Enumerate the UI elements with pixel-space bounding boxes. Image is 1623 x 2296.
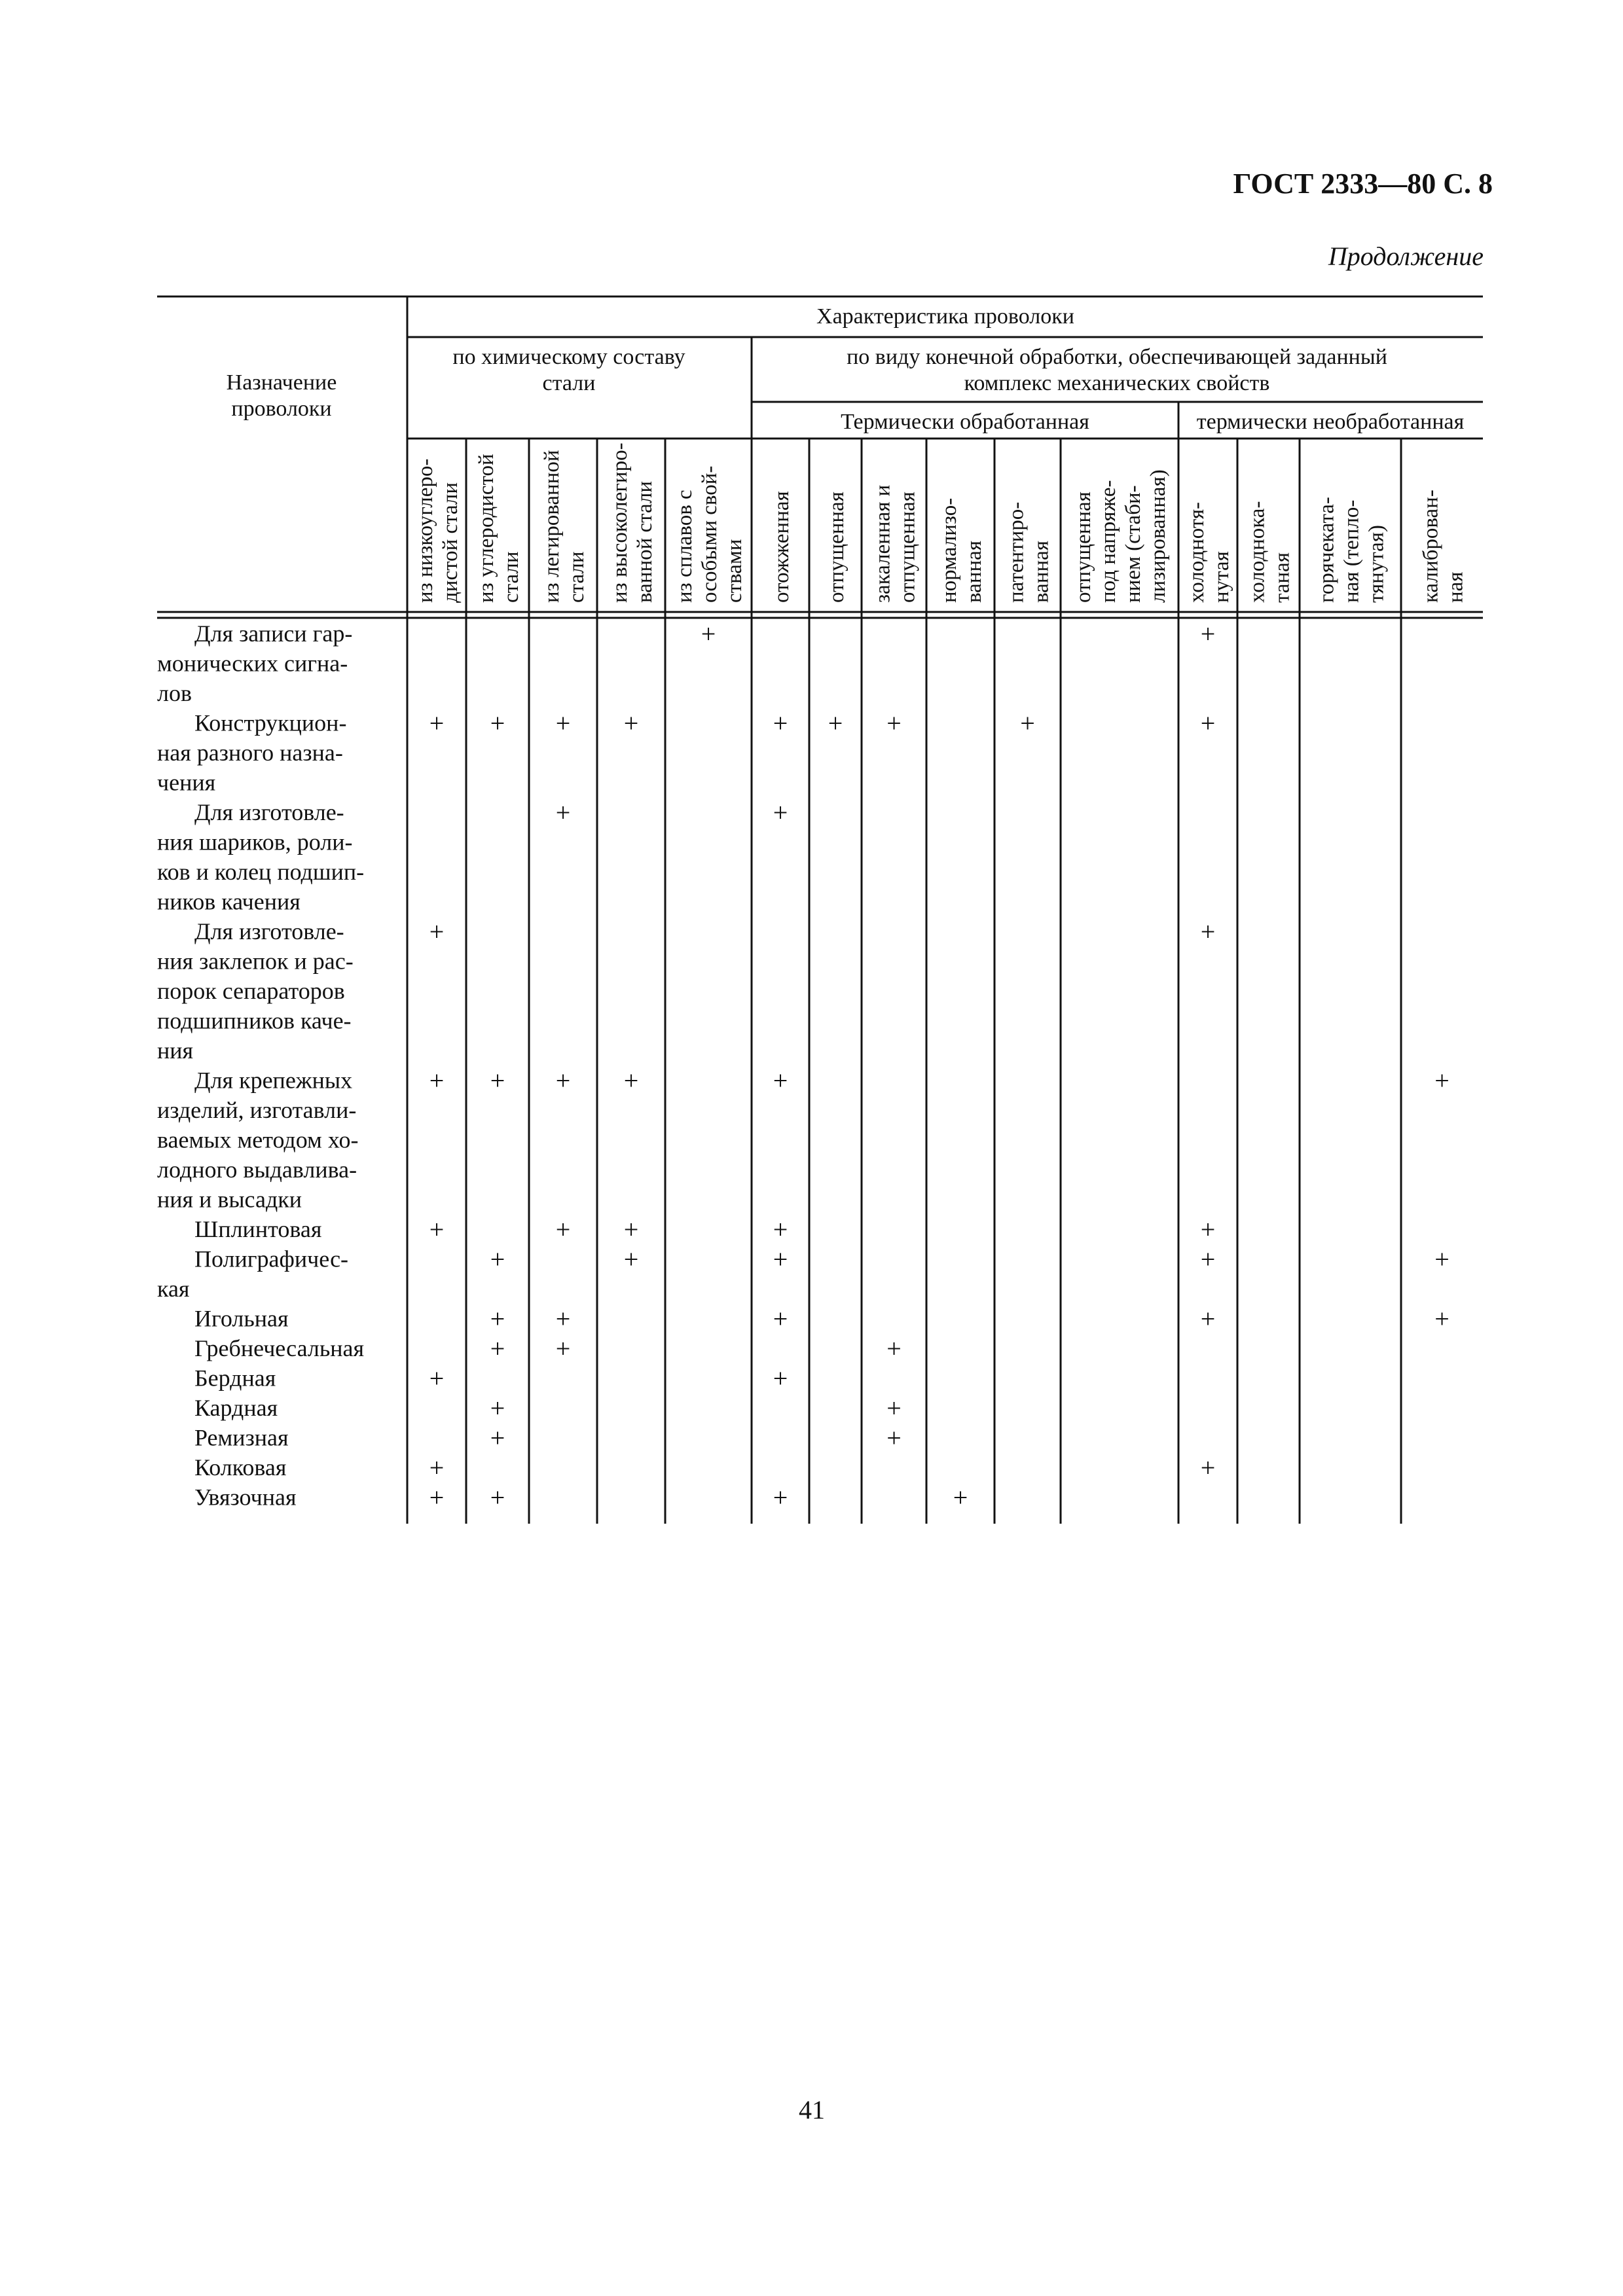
plus-mark: +	[1200, 1304, 1216, 1334]
row-name-label: Полиграфичес-	[194, 1246, 349, 1272]
column-header-label: горячеката-	[1315, 497, 1339, 603]
plus-mark: +	[623, 708, 639, 738]
row-name-label: ния шариков, роли-	[157, 829, 353, 855]
plus-mark: +	[429, 1363, 445, 1393]
row-name-label: кая	[157, 1276, 190, 1302]
row-name-label: лов	[157, 680, 192, 706]
column-header-label: холоднока-	[1245, 501, 1269, 603]
plus-mark: +	[886, 1423, 902, 1453]
row-name-label: Колковая	[194, 1454, 287, 1480]
column-header-label: отпущенная	[825, 492, 848, 603]
chemical-group-label: стали	[542, 371, 596, 395]
row-name-label: ния	[157, 1037, 194, 1064]
row-name-label: Для изготовле-	[194, 799, 344, 825]
plus-mark: +	[1434, 1066, 1450, 1096]
row-name-label: ков и колец подшип-	[157, 859, 365, 885]
column-header-label: ванная	[962, 541, 986, 603]
row-name-label: Для крепежных	[194, 1067, 353, 1094]
column-header-label: закаленная и	[871, 484, 895, 603]
column-header-label: из легированной	[540, 450, 564, 603]
row-name-label: Увязочная	[194, 1484, 297, 1511]
plus-mark: +	[490, 1482, 505, 1513]
plus-mark: +	[429, 1453, 445, 1482]
row-header-label: проволоки	[231, 397, 332, 421]
plus-mark: +	[1434, 1244, 1450, 1274]
plus-mark: +	[555, 1215, 571, 1244]
plus-mark: +	[1200, 708, 1216, 738]
row-name-label: лодного выдавлива-	[157, 1157, 357, 1183]
row-name-label: Конструкцион-	[194, 709, 347, 736]
row-name-label: ваемых методом хо-	[157, 1126, 359, 1153]
row-name-label: Игольная	[194, 1305, 289, 1332]
top-header-label: Характеристика проволоки	[816, 304, 1074, 329]
row-name-label: ния и высадки	[157, 1186, 302, 1213]
row-name-label: Для изготовле-	[194, 918, 344, 944]
column-header-label: холоднотя-	[1185, 502, 1209, 603]
plus-mark: +	[490, 1393, 505, 1423]
row-name-label: Для записи гар-	[194, 620, 353, 647]
column-header-label: ванная	[1029, 541, 1053, 603]
column-header-label: ная (тепло-	[1340, 499, 1364, 603]
row-name-label: порок сепараторов	[157, 978, 345, 1004]
row-name-label: Ремизная	[194, 1424, 289, 1451]
plus-mark: +	[1200, 1453, 1216, 1482]
plus-mark: +	[1200, 917, 1216, 946]
plus-mark: +	[1434, 1304, 1450, 1334]
plus-mark: +	[773, 1244, 788, 1274]
plus-mark: +	[773, 1066, 788, 1096]
row-name-label: Бердная	[194, 1365, 276, 1391]
column-header-label: ная	[1444, 571, 1468, 603]
column-header-label: ванной стали	[633, 480, 657, 603]
plus-mark: +	[490, 1304, 505, 1334]
column-header-label: нормализо-	[938, 497, 961, 603]
processing-group-label: комплекс механических свойств	[964, 371, 1270, 395]
plus-mark: +	[886, 1393, 902, 1423]
plus-mark: +	[490, 708, 505, 738]
row-name-label: изделий, изготавли-	[157, 1097, 357, 1123]
plus-mark: +	[555, 1066, 571, 1096]
plus-mark: +	[490, 1334, 505, 1363]
plus-mark: +	[1200, 619, 1216, 649]
plus-mark: +	[429, 1066, 445, 1096]
plus-mark: +	[623, 1215, 639, 1244]
row-name-label: Шплинтовая	[194, 1216, 322, 1242]
plus-mark: +	[429, 708, 445, 738]
column-header-label: стали	[565, 551, 589, 603]
plus-mark: +	[490, 1244, 505, 1274]
column-header-label: лизированная)	[1146, 469, 1170, 603]
row-name-label: Кардная	[194, 1395, 278, 1421]
processing-group-label: по виду конечной обработки, обеспечивающей заданный	[847, 345, 1387, 369]
column-header-label: отпущенная	[896, 492, 920, 603]
plus-mark: +	[429, 1215, 445, 1244]
column-header-label: из углеродистой	[475, 454, 498, 603]
plus-mark: +	[429, 1482, 445, 1513]
column-header-label: под напряже-	[1097, 480, 1120, 603]
column-header-label: дистой стали	[439, 482, 462, 603]
column-header-label: нутая	[1210, 551, 1233, 603]
column-header-label: из высоколегиро-	[608, 442, 632, 603]
plus-mark: +	[1200, 1244, 1216, 1274]
plus-mark: +	[555, 798, 571, 827]
plus-mark: +	[773, 798, 788, 827]
column-header-label: нием (стаби-	[1122, 485, 1145, 603]
row-name-label: ников качения	[157, 888, 301, 915]
plus-mark: +	[429, 917, 445, 946]
row-name-label: Гребнечесальная	[194, 1335, 365, 1361]
row-name-label: ния заклепок и рас-	[157, 948, 354, 975]
column-header-label: из сплавов с	[673, 490, 697, 603]
plus-mark: +	[773, 708, 788, 738]
plus-mark: +	[953, 1482, 968, 1513]
not-heat-treated-label: термически необработанная	[1196, 410, 1465, 434]
plus-mark: +	[555, 1304, 571, 1334]
row-name-label: чения	[157, 769, 216, 796]
column-header-label: стали	[500, 551, 523, 603]
plus-mark: +	[886, 1334, 902, 1363]
row-name-label: подшипников каче-	[157, 1007, 352, 1034]
column-header-label: калиброван-	[1419, 490, 1443, 603]
continuation-label: Продолжение	[1328, 242, 1484, 271]
plus-mark: +	[555, 1334, 571, 1363]
column-header-label: отожженная	[770, 491, 793, 603]
plus-mark: +	[773, 1304, 788, 1334]
chemical-group-label: по химическому составу	[452, 345, 685, 369]
column-header-label: отпущенная	[1072, 492, 1095, 603]
plus-mark: +	[773, 1363, 788, 1393]
plus-mark: +	[623, 1066, 639, 1096]
plus-mark: +	[623, 1244, 639, 1274]
plus-mark: +	[1020, 708, 1035, 738]
plus-mark: +	[555, 708, 571, 738]
plus-mark: +	[773, 1215, 788, 1244]
heat-treated-label: Термически обработанная	[841, 410, 1089, 434]
column-header-label: особыми свой-	[698, 465, 721, 603]
row-name-label: монических сигна-	[157, 650, 348, 677]
plus-mark: +	[490, 1423, 505, 1453]
column-header-label: ствами	[723, 539, 746, 603]
page-number: 41	[799, 2095, 825, 2125]
plus-mark: +	[1200, 1215, 1216, 1244]
column-header-label: таная	[1270, 552, 1294, 603]
document-title: ГОСТ 2333—80 С. 8	[1233, 168, 1493, 200]
row-header-label: Назначение	[226, 370, 337, 395]
plus-mark: +	[701, 619, 716, 649]
plus-mark: +	[886, 708, 902, 738]
row-name-label: ная разного назна-	[157, 740, 343, 766]
plus-mark: +	[828, 708, 843, 738]
column-header-label: из низкоуглеро-	[414, 458, 437, 603]
plus-mark: +	[773, 1482, 788, 1513]
column-header-label: тянутая)	[1364, 525, 1389, 603]
plus-mark: +	[490, 1066, 505, 1096]
column-header-label: патентиро-	[1004, 501, 1029, 603]
